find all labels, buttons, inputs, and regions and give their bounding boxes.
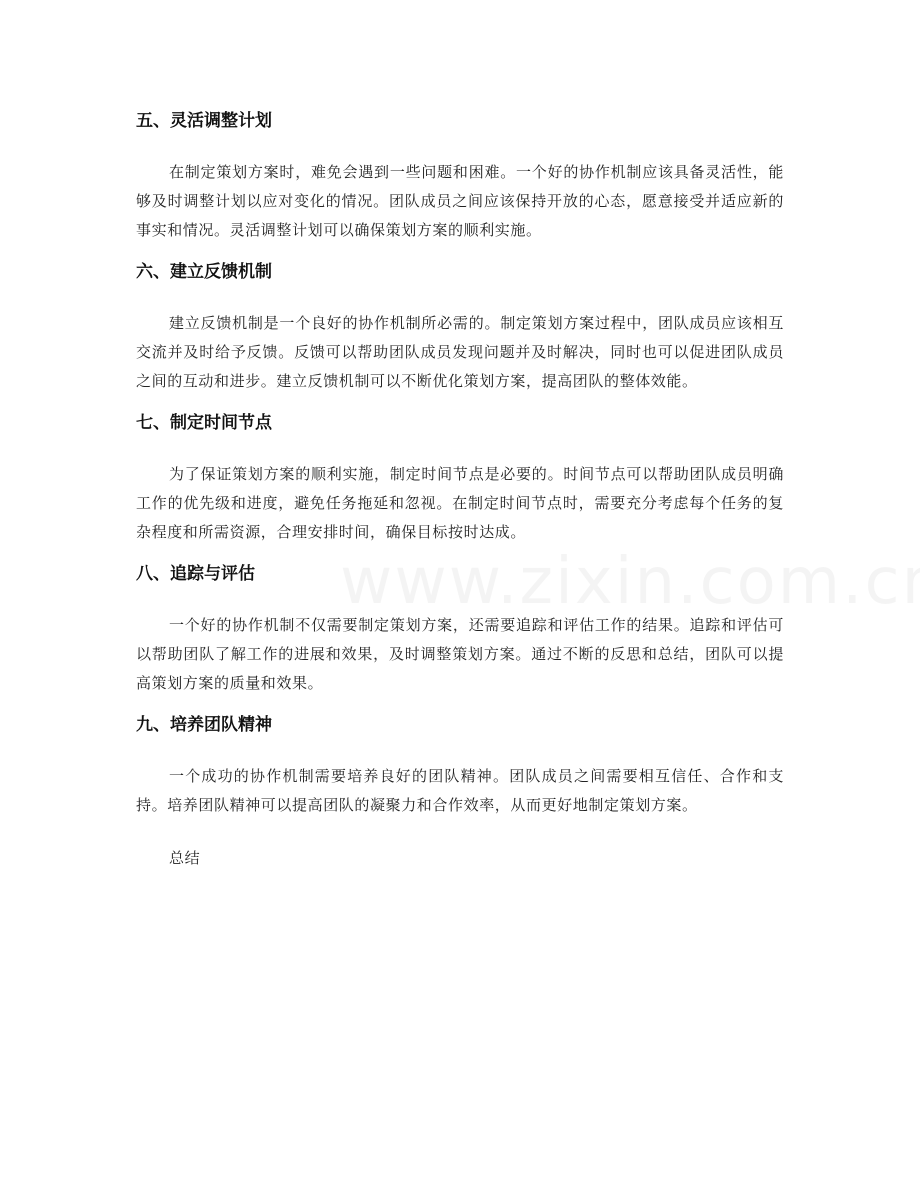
section-paragraph-tracking-evaluation: 一个好的协作机制不仅需要制定策划方案，还需要追踪和评估工作的结果。追踪和评估可以帮助团队了解工作的进展和效果，及时调整策划方案。通过不断的反思和总结，团队可以提高策划方案的质量和效果。	[136, 616, 784, 692]
section-paragraph-time-milestones: 为了保证策划方案的顺利实施，制定时间节点是必要的。时间节点可以帮助团队成员明确工作的优先级和进度，避免任务拖延和忽视。在制定时间节点时，需要充分考虑每个任务的复杂程度和所需资源，合理安排时间，确保目标按时达成。	[136, 465, 784, 541]
section-heading-tracking-evaluation: 八、追踪与评估	[136, 564, 255, 584]
section-paragraph-team-spirit: 一个成功的协作机制需要培养良好的团队精神。团队成员之间需要相互信任、合作和支持。培养团队精神可以提高团队的凝聚力和合作效率，从而更好地制定策划方案。	[136, 767, 784, 814]
document-body	[136, 104, 784, 888]
section-heading-team-spirit: 九、培养团队精神	[136, 715, 272, 735]
section-paragraph-feedback-mechanism: 建立反馈机制是一个良好的协作机制所必需的。制定策划方案过程中，团队成员应该相互交流并及时给予反馈。反馈可以帮助团队成员发现问题并及时解决，同时也可以促进团队成员之间的互动和进步。建立反馈机制可以不断优化策划方案，提高团队的整体效能。	[136, 314, 784, 390]
section-heading-feedback-mechanism: 六、建立反馈机制	[136, 262, 272, 282]
section-heading-time-milestones: 七、制定时间节点	[136, 413, 272, 433]
summary-label: 总结	[169, 849, 201, 867]
section-heading-flexible-planning: 五、灵活调整计划	[136, 111, 272, 131]
section-paragraph-flexible-planning: 在制定策划方案时，难免会遇到一些问题和困难。一个好的协作机制应该具备灵活性，能够及时调整计划以应对变化的情况。团队成员之间应该保持开放的心态，愿意接受并适应新的事实和情况。灵活调整计划可以确保策划方案的顺利实施。	[136, 163, 784, 239]
